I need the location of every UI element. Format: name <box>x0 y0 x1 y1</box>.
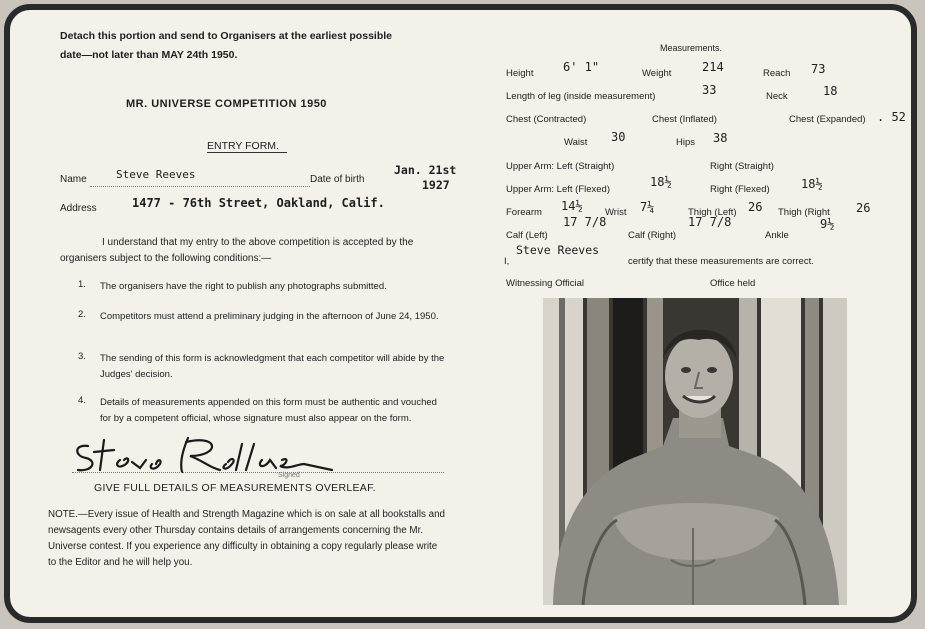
condition-text: The sending of this form is acknowledgment that each competitor will abide by the Judges' decision. <box>100 353 445 380</box>
leg-length-value: 33 <box>702 83 717 97</box>
height-value: 6' 1" <box>563 60 600 74</box>
note-text: NOTE.—Every issue of Health and Strength Magazine which is on sale at all bookstalls and newsagents every other Thursday contains details of arrangements concerning the Mr. Universe contest. If you experience any difficulty in obtaining a copy regularly please write to the Editor and he will help you. <box>48 509 445 568</box>
upper-arm-flexed-left-label: Upper Arm: Left (Flexed) <box>506 184 611 195</box>
signed-label: Signed <box>278 472 300 479</box>
upper-arm-flexed-right-label: Right (Flexed) <box>710 184 770 195</box>
height-label: Height <box>506 68 534 79</box>
certify-prefix: I, <box>504 256 510 267</box>
signature-line <box>72 472 444 473</box>
upper-arm-straight-right-label: Right (Straight) <box>710 161 774 172</box>
chest-expanded-label: Chest (Expanded) <box>789 114 866 125</box>
upper-arm-flexed-left-value: 18½ <box>650 175 672 189</box>
condition-number: 2. <box>78 309 86 320</box>
form-title-underline <box>207 152 287 153</box>
chest-expanded-value: . 52 <box>877 110 906 124</box>
calf-right-label: Calf (Right) <box>628 230 677 241</box>
ankle-value: 9½ <box>820 217 835 231</box>
condition-number: 1. <box>78 279 86 290</box>
signature <box>70 434 340 476</box>
thigh-right-value: 26 <box>856 201 871 215</box>
thigh-right-label: Thigh (Right <box>778 207 830 218</box>
condition-text: The organisers have the right to publish any photographs submitted. <box>100 281 387 292</box>
competition-title: MR. UNIVERSE COMPETITION 1950 <box>126 98 327 110</box>
entry-form-page <box>4 4 917 623</box>
upper-arm-straight-left-label: Upper Arm: Left (Straight) <box>506 161 615 172</box>
name-label: Name <box>60 174 87 185</box>
weight-label: Weight <box>642 68 672 79</box>
certify-text: certify that these measurements are correct. <box>628 256 814 267</box>
competitor-photo <box>543 298 847 605</box>
detach-instruction-line2: date—not later than MAY 24th 1950. <box>60 49 238 61</box>
condition-text: Details of measurements appended on this form must be authentic and vouched for by a competent official, whose signature must also appear on the form. <box>100 397 437 424</box>
measurements-title: Measurements. <box>660 43 723 53</box>
thigh-left-label: Thigh (Left) <box>688 207 737 218</box>
reach-label: Reach <box>763 68 791 79</box>
chest-contracted-label: Chest (Contracted) <box>506 114 587 125</box>
address-label: Address <box>60 203 97 214</box>
waist-label: Waist <box>564 137 588 148</box>
forearm-label: Forearm <box>506 207 542 218</box>
condition-text: Competitors must attend a preliminary judging in the afternoon of June 24, 1950. <box>100 311 439 322</box>
calf-right-value: 17 7/8 <box>688 215 732 229</box>
condition-number: 4. <box>78 395 86 406</box>
intro-text: I understand that my entry to the above competition is accepted by the organisers subject to the following conditions:— <box>60 237 414 264</box>
detach-instruction-line1: Detach this portion and send to Organisers at the earliest possible <box>60 30 392 42</box>
dob-value-line1: Jan. 21st <box>394 163 457 177</box>
witnessing-official-label: Witnessing Official <box>506 278 584 289</box>
overleaf-instruction: GIVE FULL DETAILS OF MEASUREMENTS OVERLEAF. <box>94 482 376 494</box>
dob-label: Date of birth <box>310 174 365 185</box>
wrist-label: Wrist <box>605 207 627 218</box>
hips-value: 38 <box>713 131 728 145</box>
leg-length-label: Length of leg (inside measurement) <box>506 91 656 102</box>
calf-left-label: Calf (Left) <box>506 230 548 241</box>
chest-inflated-label: Chest (Inflated) <box>652 114 717 125</box>
office-held-label: Office held <box>710 278 756 289</box>
name-value: Steve Reeves <box>116 168 196 181</box>
certify-name-value: Steve Reeves <box>516 243 600 257</box>
wrist-value: 7¼ <box>640 200 655 214</box>
waist-value: 30 <box>611 130 626 144</box>
calf-left-value: 17 7/8 <box>563 215 607 229</box>
upper-arm-flexed-right-value: 18½ <box>801 177 823 191</box>
hips-label: Hips <box>676 137 696 148</box>
form-title: ENTRY FORM. <box>207 140 279 152</box>
neck-label: Neck <box>766 91 788 102</box>
condition-number: 3. <box>78 351 86 362</box>
dob-value-line2: 1927 <box>422 178 450 192</box>
name-dotted-line <box>90 186 310 187</box>
forearm-value: 14½ <box>561 199 583 213</box>
neck-value: 18 <box>823 84 838 98</box>
thigh-left-value: 26 <box>748 200 763 214</box>
address-value: 1477 - 76th Street, Oakland, Calif. <box>132 196 385 210</box>
reach-value: 73 <box>811 62 826 76</box>
weight-value: 214 <box>702 60 724 74</box>
ankle-label: Ankle <box>765 230 789 241</box>
